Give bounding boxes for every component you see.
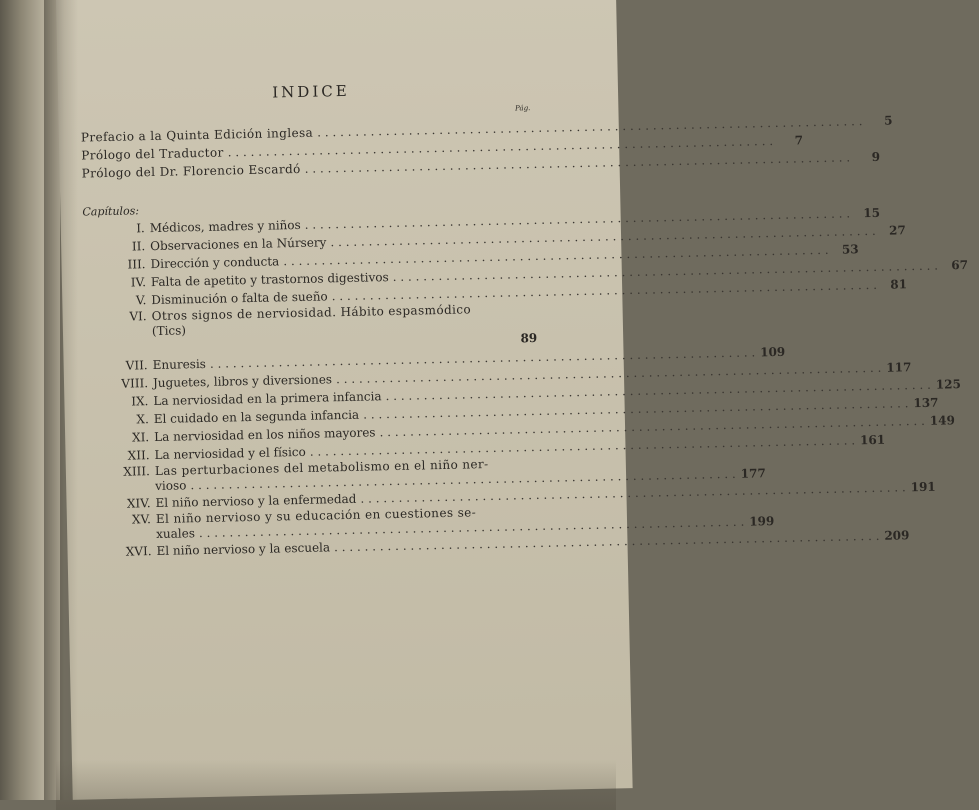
table-of-contents [80, 78, 969, 561]
chapter-number: V. [135, 293, 147, 308]
chapter-number: II. [131, 239, 146, 254]
chapter-page: 209 [884, 528, 910, 543]
chapter-page: 109 [760, 344, 786, 360]
chapter-page: 27 [888, 223, 906, 238]
chapter-page: 199 [749, 514, 775, 529]
toc-entry-label: Prefacio a la Quinta Edición inglesa [80, 125, 314, 145]
chapter-number: VI. [129, 309, 147, 324]
chapter-title: El cuidado en la segunda infancia [153, 407, 360, 427]
chapter-title: El niño nervioso y la enfermedad [155, 491, 357, 511]
chapter-title: Observaciones en la Núrsery [150, 235, 327, 254]
chapter-title: Juguetes, libros y diversiones [152, 372, 333, 391]
chapter-page: 81 [890, 277, 908, 292]
chapter-page: 137 [913, 395, 939, 411]
chapter-title: Falta de apetito y trastornos digestivos [150, 270, 389, 290]
chapter-page: 125 [935, 377, 962, 392]
chapter-page: 15 [863, 205, 881, 221]
chapter-page: 117 [886, 360, 912, 375]
chapter-title: Médicos, madres y niños [149, 217, 301, 236]
chapter-number: III. [127, 257, 146, 272]
toc-entry-label: Prólogo del Dr. Florencio Escardó [81, 161, 301, 181]
toc-entry-page: 7 [794, 133, 804, 148]
chapter-page: 161 [859, 432, 886, 448]
chapter-title: Disminución o falta de sueño [151, 289, 328, 308]
chapter-number: XVI. [125, 544, 152, 559]
chapter-title: La nerviosidad en los niños mayores [154, 425, 376, 445]
chapter-page: 191 [910, 479, 936, 495]
chapter-title: El niño nervioso y su educación en cuestiones se- [155, 505, 477, 527]
chapter-number: VIII. [121, 376, 149, 391]
chapter-number: XI. [131, 430, 150, 445]
chapter-title: Otros signos de nerviosidad. Hábito espasmódico [151, 302, 472, 324]
chapter-number: I. [136, 221, 145, 236]
chapter-title: Enuresis [152, 356, 207, 373]
chapter-page: 149 [929, 413, 956, 428]
chapter-number: XIII. [123, 464, 151, 479]
chapter-number: XV. [131, 512, 152, 527]
index-title: INDICE [272, 81, 350, 102]
chapter-number: XII. [127, 448, 150, 463]
chapter-title-line2: xuales [156, 526, 196, 542]
chapter-page: 53 [841, 242, 859, 257]
chapter-number: VII. [125, 358, 148, 373]
chapter-number: X. [136, 412, 149, 427]
chapter-title-line2: (Tics) [151, 323, 187, 339]
chapter-title-line2: vioso [155, 478, 187, 494]
chapter-number: XIV. [126, 496, 151, 511]
page-column-heading: Pág. [515, 104, 531, 113]
chapters-heading: Capítulos: [82, 204, 140, 219]
page-bottom-shadow [56, 760, 616, 810]
book-page [56, 0, 969, 800]
chapter-page: 89 [520, 330, 538, 346]
toc-entry-page: 5 [883, 113, 893, 128]
book-gutter-shadow [44, 0, 78, 800]
chapter-title: La nerviosidad y el físico [154, 444, 306, 463]
chapter-page: 67 [951, 257, 969, 273]
chapter-page: 177 [740, 466, 766, 481]
chapter-title: El niño nervioso y la escuela [156, 540, 331, 559]
chapter-number: IX. [131, 394, 149, 409]
chapter-title: Las perturbaciones del metabolismo en el niño ner- [154, 457, 489, 479]
chapter-number: IV. [130, 275, 147, 290]
toc-entry-page: 9 [871, 149, 881, 164]
chapter-title: La nerviosidad en la primera infancia [153, 389, 382, 409]
toc-entry-label: Prólogo del Traductor [81, 145, 224, 163]
chapter-title: Dirección y conducta [150, 254, 280, 272]
